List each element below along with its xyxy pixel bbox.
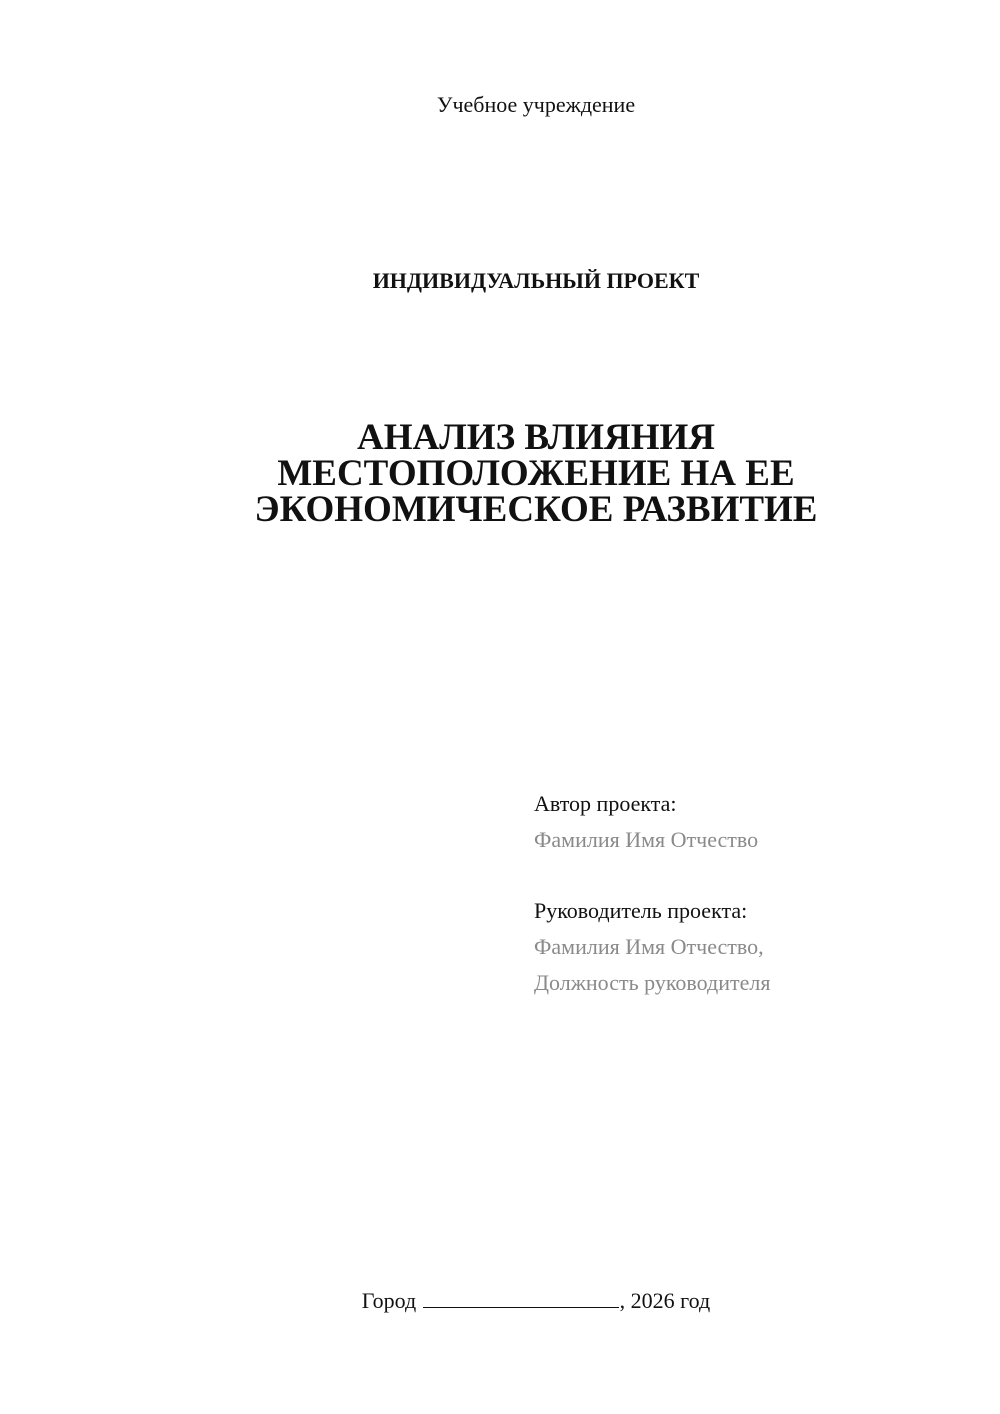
institution-name: Учебное учреждение: [436, 92, 636, 117]
city-blank-line: [423, 1287, 619, 1308]
project-title: [0, 417, 1000, 530]
author-name: Фамилия Имя Отчество: [534, 827, 759, 852]
supervisor-name: Фамилия Имя Отчество,: [534, 934, 764, 959]
author-block: [534, 786, 758, 858]
year-text: , 2026 год: [619, 1288, 711, 1313]
project-title-line: ЭКОНОМИЧЕСКОЕ РАЗВИТИЕ: [254, 489, 818, 530]
footer-city-year: [0, 1287, 1000, 1314]
author-label: Автор проекта:: [534, 791, 677, 816]
supervisor-label: Руководитель проекта:: [534, 898, 748, 923]
supervisor-position: Должность руководителя: [534, 970, 771, 995]
project-type-heading: ИНДИВИДУАЛЬНЫЙ ПРОЕКТ: [372, 268, 700, 293]
project-title-line: МЕСТОПОЛОЖЕНИЕ НА ЕЕ: [277, 453, 795, 494]
supervisor-block: [534, 893, 770, 1001]
project-title-line: АНАЛИЗ ВЛИЯНИЯ: [357, 417, 715, 458]
city-label: Город: [361, 1288, 417, 1313]
